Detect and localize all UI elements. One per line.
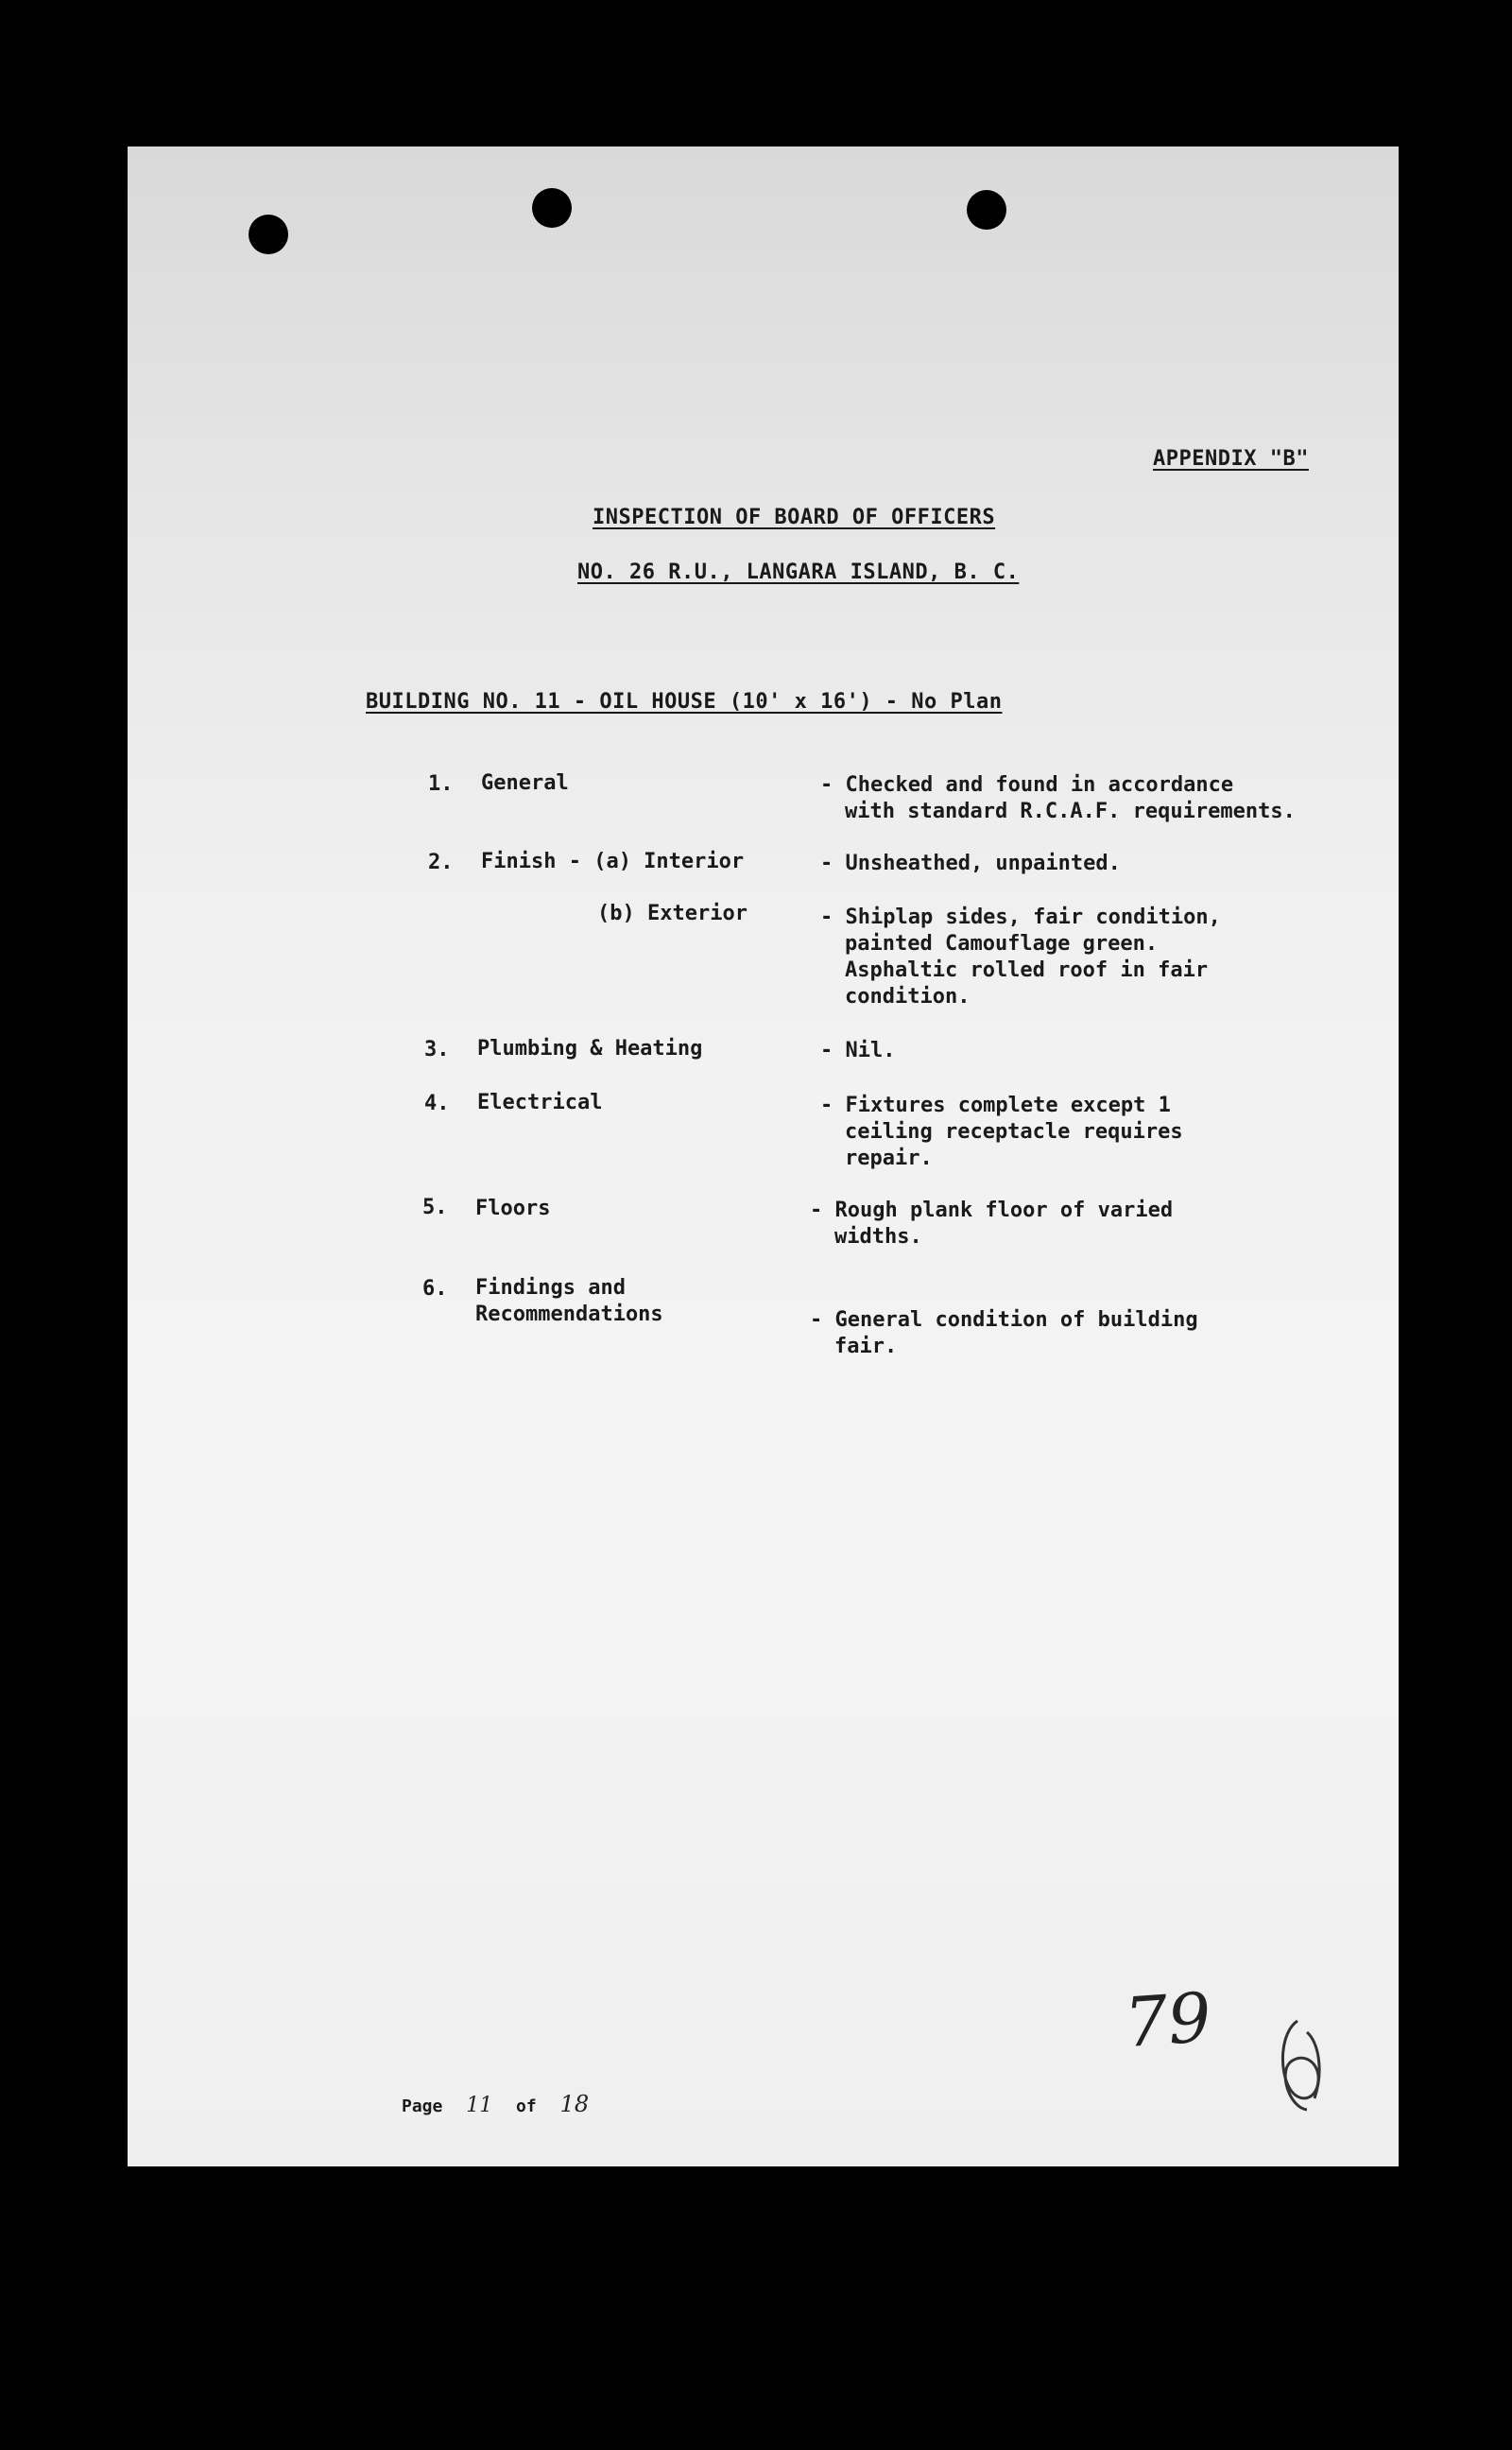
desc-line: - Rough plank floor of varied: [810, 1199, 1174, 1222]
page-current: 11: [466, 2094, 493, 2117]
desc-line: repair.: [845, 1147, 933, 1170]
item-description: [820, 1093, 1183, 1172]
desc-line: Asphaltic rolled roof in fair: [845, 958, 1209, 982]
desc-line: ceiling receptacle requires: [845, 1120, 1183, 1144]
handwritten-number: 79: [1122, 1976, 1214, 2063]
item-description: [820, 851, 1121, 877]
label-line: Findings and: [475, 1276, 626, 1300]
punch-hole-left: [249, 215, 288, 254]
handwritten-initials-mark: [1262, 2013, 1337, 2117]
desc-line: - Nil.: [820, 1039, 896, 1062]
punch-hole-center: [532, 188, 572, 228]
punch-hole-right: [967, 190, 1006, 230]
desc-line: - Checked and found in accordance: [820, 773, 1234, 797]
desc-line: - Shiplap sides, fair condition,: [820, 906, 1221, 929]
appendix-label: APPENDIX "B": [1153, 447, 1309, 471]
building-heading: BUILDING NO. 11 - OIL HOUSE (10' x 16') - No Plan: [366, 690, 1003, 714]
desc-line: widths.: [834, 1225, 922, 1249]
item-description: [820, 772, 1296, 825]
item-label: General: [481, 771, 569, 795]
item-number: 6.: [422, 1277, 448, 1301]
document-title: INSPECTION OF BOARD OF OFFICERS: [593, 506, 996, 529]
item-number: 2.: [428, 851, 454, 874]
desc-line: painted Camouflage green.: [845, 932, 1159, 956]
item-description: [810, 1307, 1198, 1360]
item-label: Plumbing & Heating: [477, 1037, 703, 1061]
item-label: Floors: [475, 1197, 551, 1220]
item-label: (b) Exterior: [597, 902, 747, 925]
item-number: 3.: [424, 1038, 450, 1061]
item-number: 5.: [422, 1196, 448, 1219]
desc-line: - Unsheathed, unpainted.: [820, 852, 1121, 875]
document-page: [128, 147, 1399, 2166]
item-label: Electrical: [477, 1091, 603, 1114]
document-subtitle: NO. 26 R.U., LANGARA ISLAND, B. C.: [577, 561, 1020, 584]
desc-line: - Fixtures complete except 1: [820, 1094, 1171, 1117]
desc-line: with standard R.C.A.F. requirements.: [845, 800, 1296, 823]
item-description: [810, 1198, 1173, 1251]
desc-line: condition.: [845, 985, 971, 1009]
item-description: [820, 1038, 895, 1064]
page-prefix: Page: [402, 2096, 443, 2116]
page-total: 18: [559, 2091, 590, 2117]
item-description: [820, 905, 1221, 1010]
item-number: 1.: [428, 772, 454, 796]
page-footer: [402, 2091, 589, 2117]
page-of: of: [516, 2096, 537, 2116]
desc-line: fair.: [834, 1335, 898, 1358]
item-label: Finish - (a) Interior: [481, 850, 745, 873]
desc-line: - General condition of building: [810, 1308, 1198, 1332]
label-line: Recommendations: [475, 1303, 663, 1326]
item-number: 4.: [424, 1092, 450, 1115]
item-label: [475, 1275, 663, 1328]
